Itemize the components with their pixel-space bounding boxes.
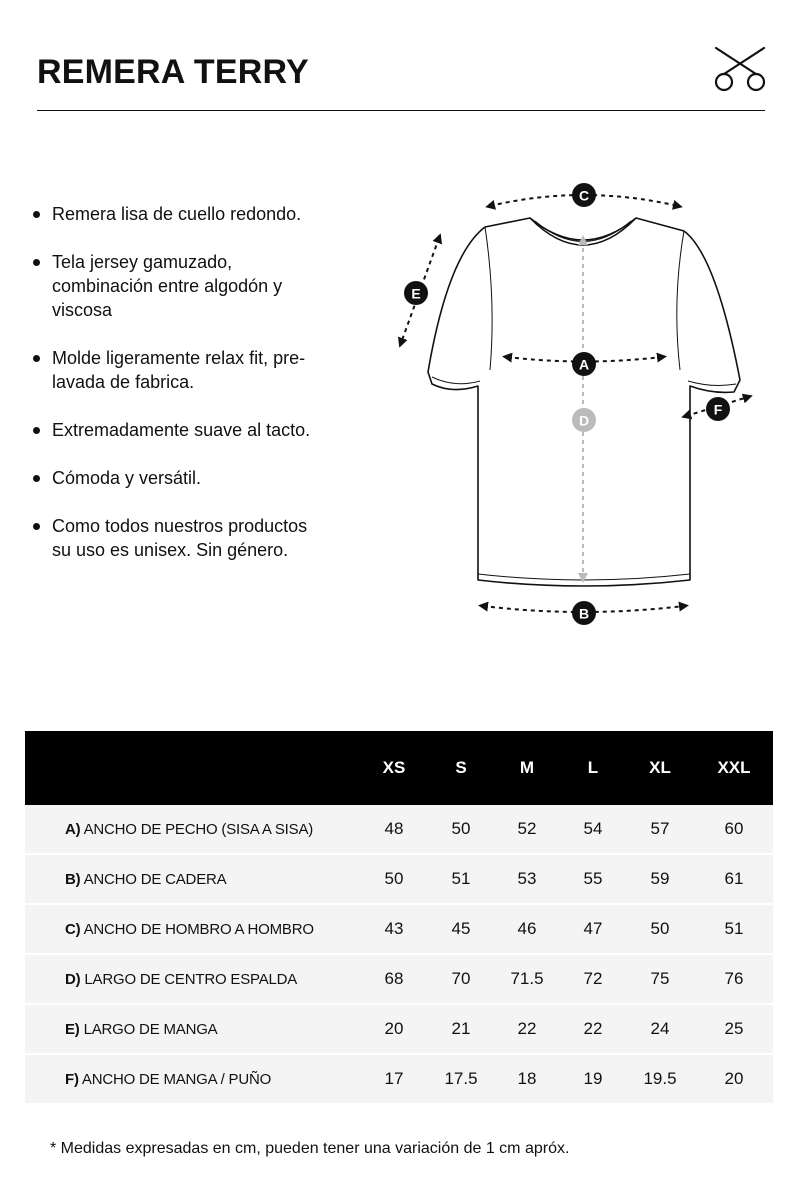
table-cell: 21 bbox=[429, 1004, 493, 1054]
marker-e bbox=[404, 281, 428, 305]
table-cell: 47 bbox=[561, 904, 625, 954]
table-row bbox=[25, 954, 773, 1004]
table-row bbox=[25, 1054, 773, 1104]
marker-f bbox=[706, 397, 730, 421]
table-cell: 72 bbox=[561, 954, 625, 1004]
table-cell: 51 bbox=[429, 854, 493, 904]
feature-list bbox=[30, 202, 330, 586]
measurement-code: E) bbox=[65, 1020, 80, 1038]
feature-item: Cómoda y versátil. bbox=[30, 466, 330, 490]
feature-item: Tela jersey gamuzado, combinación entre algodón y viscosa bbox=[30, 250, 330, 322]
measurement-code: F) bbox=[65, 1070, 79, 1088]
table-cell: 22 bbox=[493, 1004, 561, 1054]
title-divider bbox=[37, 110, 765, 111]
table-row bbox=[25, 1004, 773, 1054]
measurement-label bbox=[25, 904, 359, 954]
table-cell: 60 bbox=[695, 805, 773, 854]
marker-c bbox=[572, 183, 596, 207]
size-header: L bbox=[561, 731, 625, 805]
table-cell: 48 bbox=[359, 805, 429, 854]
table-cell: 18 bbox=[493, 1054, 561, 1104]
table-cell: 76 bbox=[695, 954, 773, 1004]
marker-d bbox=[572, 408, 596, 432]
table-cell: 45 bbox=[429, 904, 493, 954]
table-cell: 25 bbox=[695, 1004, 773, 1054]
footnote: * Medidas expresadas en cm, pueden tener una variación de 1 cm apróx. bbox=[50, 1140, 570, 1157]
table-cell: 19.5 bbox=[625, 1054, 695, 1104]
size-header: XXL bbox=[695, 731, 773, 805]
table-cell: 17.5 bbox=[429, 1054, 493, 1104]
measurement-code: B) bbox=[65, 870, 81, 888]
marker-a bbox=[572, 352, 596, 376]
table-cell: 20 bbox=[359, 1004, 429, 1054]
feature-item: Remera lisa de cuello redondo. bbox=[30, 202, 330, 226]
svg-text:F: F bbox=[713, 401, 723, 418]
table-cell: 43 bbox=[359, 904, 429, 954]
table-cell: 20 bbox=[695, 1054, 773, 1104]
measurement-label bbox=[25, 854, 359, 904]
svg-text:B: B bbox=[578, 605, 590, 622]
table-cell: 61 bbox=[695, 854, 773, 904]
table-row bbox=[25, 805, 773, 854]
scissors-icon bbox=[712, 44, 768, 94]
measurement-code: C) bbox=[65, 920, 81, 938]
table-cell: 54 bbox=[561, 805, 625, 854]
table-cell: 50 bbox=[429, 805, 493, 854]
table-cell: 55 bbox=[561, 854, 625, 904]
table-cell: 19 bbox=[561, 1054, 625, 1104]
svg-text:A: A bbox=[578, 356, 590, 373]
page-title: REMERA TERRY bbox=[37, 53, 309, 91]
table-cell: 71.5 bbox=[493, 954, 561, 1004]
feature-item: Extremadamente suave al tacto. bbox=[30, 418, 330, 442]
measurement-name: LARGO DE CENTRO ESPALDA bbox=[84, 970, 298, 988]
feature-item: Molde ligeramente relax fit, pre-lavada de fabrica. bbox=[30, 346, 330, 394]
table-cell: 22 bbox=[561, 1004, 625, 1054]
table-cell: 51 bbox=[695, 904, 773, 954]
table-cell: 24 bbox=[625, 1004, 695, 1054]
table-cell: 57 bbox=[625, 805, 695, 854]
measurement-label bbox=[25, 1054, 359, 1104]
table-cell: 17 bbox=[359, 1054, 429, 1104]
feature-item: Como todos nuestros productos su uso es unisex. Sin género. bbox=[30, 514, 330, 562]
measurement-name: ANCHO DE CADERA bbox=[83, 870, 227, 888]
svg-text:C: C bbox=[578, 187, 590, 204]
table-row bbox=[25, 904, 773, 954]
size-header: XL bbox=[625, 731, 695, 805]
measurement-name: LARGO DE MANGA bbox=[83, 1020, 218, 1038]
measurement-name: ANCHO DE HOMBRO A HOMBRO bbox=[83, 920, 314, 938]
table-cell: 53 bbox=[493, 854, 561, 904]
measurement-label bbox=[25, 805, 359, 854]
table-cell: 70 bbox=[429, 954, 493, 1004]
size-header: M bbox=[493, 731, 561, 805]
table-cell: 75 bbox=[625, 954, 695, 1004]
measurement-label bbox=[25, 1004, 359, 1054]
size-header: S bbox=[429, 731, 493, 805]
table-cell: 52 bbox=[493, 805, 561, 854]
measurement-name: ANCHO DE MANGA / PUÑO bbox=[81, 1070, 272, 1088]
size-chart-table bbox=[25, 731, 773, 1105]
table-cell: 50 bbox=[625, 904, 695, 954]
table-header-label bbox=[25, 731, 359, 805]
svg-text:D: D bbox=[578, 412, 590, 429]
measurement-name: ANCHO DE PECHO (SISA A SISA) bbox=[83, 820, 314, 838]
table-header-row bbox=[25, 731, 773, 805]
table-cell: 59 bbox=[625, 854, 695, 904]
measurement-code: D) bbox=[65, 970, 81, 988]
table-cell: 68 bbox=[359, 954, 429, 1004]
table-cell: 50 bbox=[359, 854, 429, 904]
size-header: XS bbox=[359, 731, 429, 805]
marker-b bbox=[572, 601, 596, 625]
svg-text:E: E bbox=[411, 285, 421, 302]
measurement-label bbox=[25, 954, 359, 1004]
measurement-code: A) bbox=[65, 820, 81, 838]
tshirt-measurement-diagram bbox=[380, 170, 780, 640]
table-cell: 46 bbox=[493, 904, 561, 954]
table-row bbox=[25, 854, 773, 904]
